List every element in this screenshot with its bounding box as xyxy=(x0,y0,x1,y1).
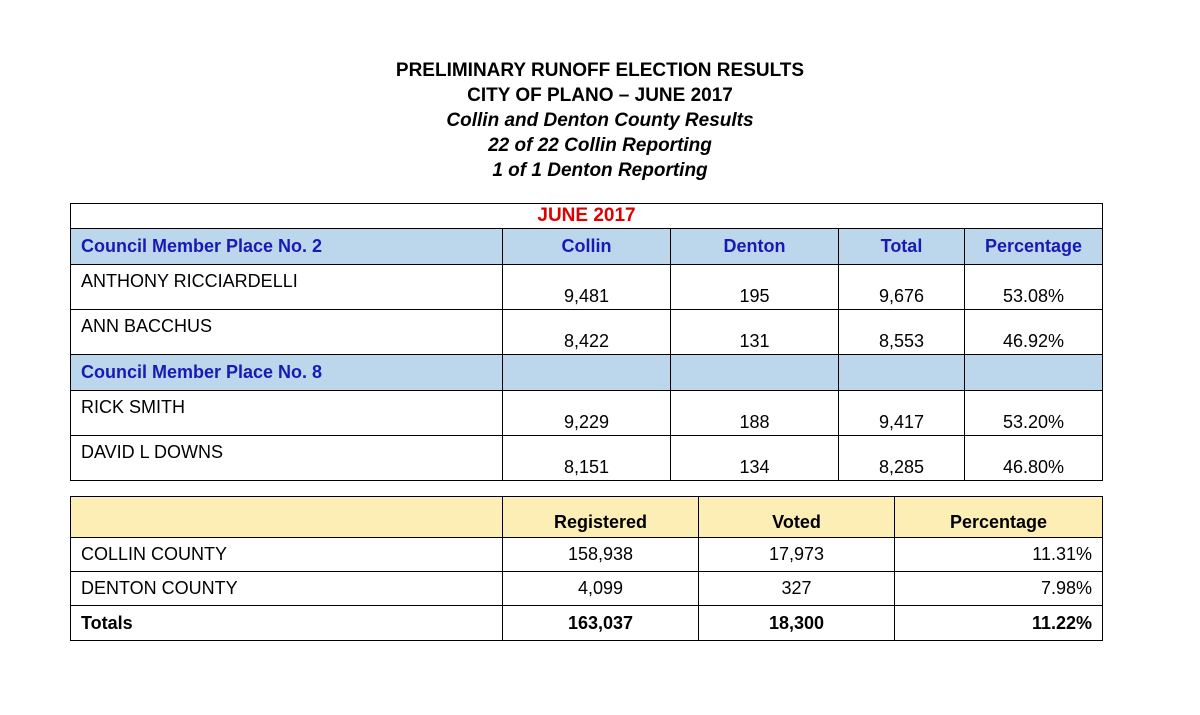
header-county-results: Collin and Denton County Results xyxy=(446,110,754,131)
race-header-row xyxy=(71,355,1103,391)
voted-count: 17,973 xyxy=(699,538,895,572)
total-votes: 8,553 xyxy=(839,310,965,355)
county-name: COLLIN COUNTY xyxy=(71,538,503,572)
race-name: Council Member Place No. 2 xyxy=(71,229,503,265)
turnout-percentage: 7.98% xyxy=(895,572,1103,606)
totals-row xyxy=(71,606,1103,641)
table-row xyxy=(71,538,1103,572)
table-row xyxy=(71,572,1103,606)
column-header-total: Total xyxy=(839,229,965,265)
candidate-name: RICK SMITH xyxy=(71,391,503,436)
column-header-denton: Denton xyxy=(671,229,839,265)
vote-percentage: 53.08% xyxy=(965,265,1103,310)
collin-votes: 9,229 xyxy=(503,391,671,436)
header-title: PRELIMINARY RUNOFF ELECTION RESULTS xyxy=(395,60,805,81)
vote-percentage: 53.20% xyxy=(965,391,1103,436)
denton-votes: 195 xyxy=(671,265,839,310)
table-row xyxy=(71,310,1103,355)
turnout-percentage-total: 11.22% xyxy=(895,606,1103,641)
header-denton-reporting: 1 of 1 Denton Reporting xyxy=(492,160,708,181)
results-title-row xyxy=(71,204,1103,229)
vote-percentage: 46.92% xyxy=(965,310,1103,355)
turnout-percentage: 11.31% xyxy=(895,538,1103,572)
denton-votes: 134 xyxy=(671,436,839,481)
table-row xyxy=(71,391,1103,436)
total-votes: 9,417 xyxy=(839,391,965,436)
collin-votes: 8,151 xyxy=(503,436,671,481)
candidate-name: DAVID L DOWNS xyxy=(71,436,503,481)
column-header-collin: Collin xyxy=(503,229,671,265)
results-title: JUNE 2017 xyxy=(71,204,1103,229)
column-header-voted: Voted xyxy=(699,497,895,538)
county-name: DENTON COUNTY xyxy=(71,572,503,606)
race-header-row xyxy=(71,229,1103,265)
candidate-name: ANN BACCHUS xyxy=(71,310,503,355)
column-header-registered: Registered xyxy=(503,497,699,538)
voted-count: 327 xyxy=(699,572,895,606)
document-header xyxy=(0,58,1200,183)
turnout-header-row xyxy=(71,497,1103,538)
candidate-name: ANTHONY RICCIARDELLI xyxy=(71,265,503,310)
collin-votes: 8,422 xyxy=(503,310,671,355)
total-votes: 8,285 xyxy=(839,436,965,481)
table-row xyxy=(71,265,1103,310)
header-collin-reporting: 22 of 22 Collin Reporting xyxy=(488,135,712,156)
registered-total: 163,037 xyxy=(503,606,699,641)
vote-percentage: 46.80% xyxy=(965,436,1103,481)
race-name: Council Member Place No. 8 xyxy=(71,355,503,391)
column-header-turnout-percentage: Percentage xyxy=(895,497,1103,538)
registered-count: 4,099 xyxy=(503,572,699,606)
results-table xyxy=(70,203,1103,481)
table-row xyxy=(71,436,1103,481)
turnout-table xyxy=(70,496,1103,641)
collin-votes: 9,481 xyxy=(503,265,671,310)
column-header-percentage: Percentage xyxy=(965,229,1103,265)
voted-total: 18,300 xyxy=(699,606,895,641)
denton-votes: 131 xyxy=(671,310,839,355)
registered-count: 158,938 xyxy=(503,538,699,572)
total-votes: 9,676 xyxy=(839,265,965,310)
header-subtitle: CITY OF PLANO – JUNE 2017 xyxy=(467,85,733,106)
totals-label: Totals xyxy=(71,606,503,641)
denton-votes: 188 xyxy=(671,391,839,436)
